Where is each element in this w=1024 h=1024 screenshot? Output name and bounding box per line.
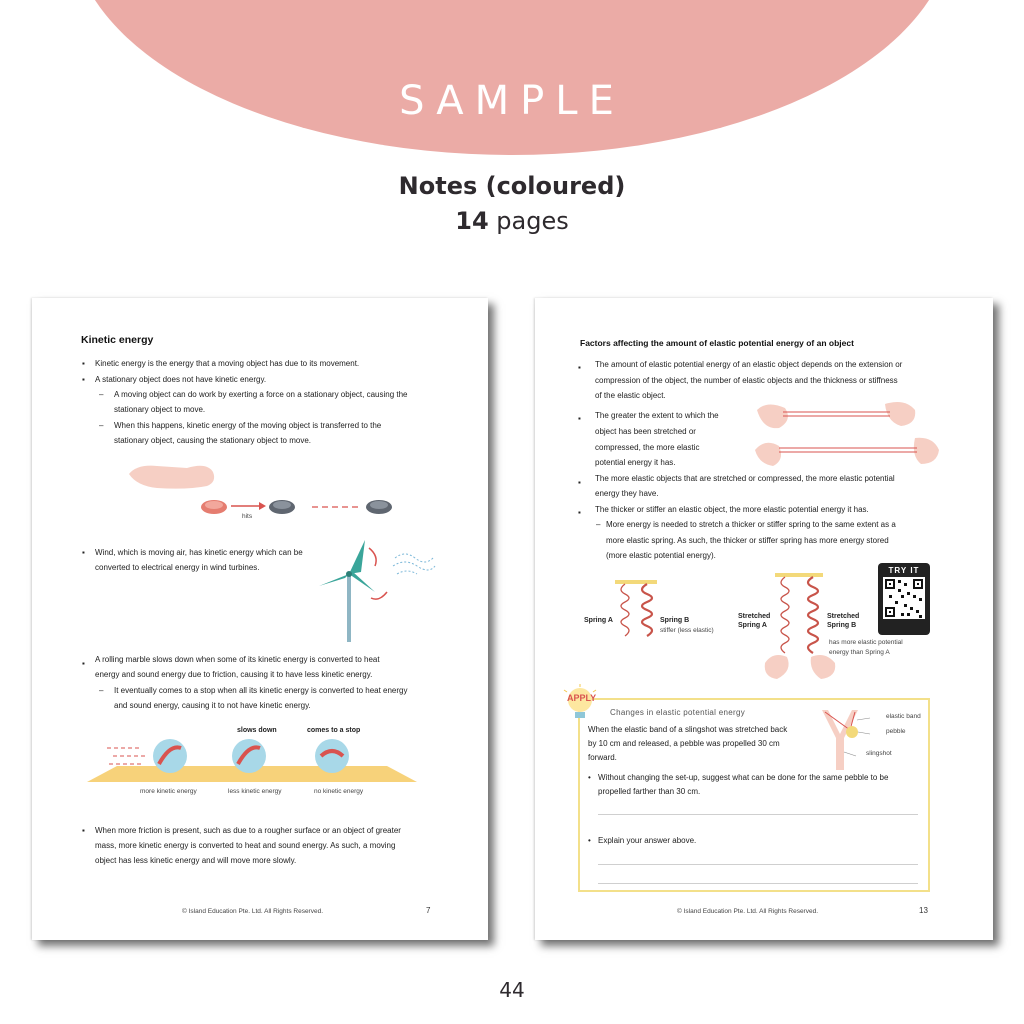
stiffness-sub-line: more elastic spring. As such, the thicker or stiffer spring has more energy stored <box>606 536 889 545</box>
marble-sub-line: and sound energy, causing it to not have kinetic energy. <box>114 701 311 710</box>
factor-text-line: of the elastic object. <box>595 391 666 400</box>
more-ke-label: more kinetic energy <box>140 788 197 795</box>
sub-bullet-text: stationary object to move. <box>114 405 206 414</box>
marble-sub-line: It eventually comes to a stop when all its kinetic energy is converted to heat energy <box>114 686 408 695</box>
sample-page-left <box>32 298 488 940</box>
slingshot-label: slingshot <box>866 750 892 757</box>
stiffness-sub-line: More energy is needed to stretch a thicker or stiffer spring to the same extent as a <box>606 520 896 529</box>
factor-text-line: The amount of elastic potential energy of an elastic object depends on the extension or <box>595 360 903 369</box>
friction-text-line: When more friction is present, such as due to a rougher surface or an object of greater <box>95 826 401 835</box>
slows-down-label: slows down <box>237 727 277 734</box>
stiffness-sub-line: (more elastic potential energy). <box>606 551 716 560</box>
sub-bullet-text: A moving object can do work by exerting a force on a stationary object, causing the <box>114 390 408 399</box>
stretch-text-line: compressed, the more elastic <box>595 443 700 452</box>
wind-text-line: Wind, which is moving air, has kinetic energy which can be <box>95 548 303 557</box>
total-page-count: 44 <box>499 978 525 1002</box>
stretched-b-note-line: has more elastic potential <box>829 639 903 646</box>
bullet-dot: ▪ <box>82 826 85 835</box>
hand-flick-illustration <box>127 458 417 528</box>
friction-text-line: mass, more kinetic energy is converted to heat and sound energy. As such, a moving <box>95 841 396 850</box>
question-2: Explain your answer above. <box>598 836 697 845</box>
stretched-b-line: Stretched <box>827 613 860 620</box>
page-title: Factors affecting the amount of elastic potential energy of an object <box>580 338 854 348</box>
wind-turbine-illustration <box>317 536 437 646</box>
spring-b-label: Spring B <box>660 617 690 624</box>
stretched-b-note-line: energy than Spring A <box>829 649 890 656</box>
stiffness-text: The thicker or stiffer an elastic object, the more elastic potential energy it has. <box>595 505 869 514</box>
page-count-unit: pages <box>496 207 569 235</box>
question-1-line: Without changing the set-up, suggest what can be done for the same pebble to be <box>598 773 889 782</box>
spring-a-label: Spring A <box>584 617 613 624</box>
stretched-b-line: Spring B <box>827 622 857 629</box>
factor-text-line: compression of the object, the number of elastic objects and the thickness or stiffness <box>595 376 898 385</box>
sub-bullet-text: stationary object, causing the stationary object to move. <box>114 436 311 445</box>
dash: – <box>99 686 104 695</box>
bullet-dot: • <box>588 773 591 782</box>
sample-page-right <box>535 298 993 940</box>
page-number: 13 <box>919 906 928 915</box>
wind-text-line: converted to electrical energy in wind turbines. <box>95 563 260 572</box>
bullet-dot: ▪ <box>578 414 581 423</box>
springs-illustration <box>615 580 657 642</box>
rolling-marble-illustration <box>87 738 427 786</box>
bullet-text: Kinetic energy is the energy that a moving object has due to its movement. <box>95 359 360 368</box>
page-footer: © Island Education Pte. Ltd. All Rights Reserved. <box>677 908 819 915</box>
apply-text-line: When the elastic band of a slingshot was stretched back <box>588 725 788 734</box>
stretched-a-line: Spring A <box>738 622 767 629</box>
bullet-text: A stationary object does not have kinetic energy. <box>95 375 267 384</box>
bullet-dot: ▪ <box>82 548 85 557</box>
apply-badge: APPLY <box>567 693 597 703</box>
apply-title: Changes in elastic potential energy <box>610 708 746 717</box>
marble-text-line: A rolling marble slows down when some of its kinetic energy is converted to heat <box>95 655 380 664</box>
question-1-line: propelled farther than 30 cm. <box>598 787 701 796</box>
bullet-dot: • <box>588 836 591 845</box>
stretch-text-line: potential energy it has. <box>595 458 676 467</box>
answer-line-3[interactable] <box>598 883 918 884</box>
friction-text-line: object has less kinetic energy and will move more slowly. <box>95 856 297 865</box>
less-ke-label: less kinetic energy <box>228 788 282 795</box>
bullet-dot: ▪ <box>578 363 581 372</box>
answer-line-1[interactable] <box>598 814 918 815</box>
sub-bullet-text: When this happens, kinetic energy of the moving object is transferred to the <box>114 421 382 430</box>
stretch-text-line: The greater the extent to which the <box>595 411 719 420</box>
slingshot-illustration <box>812 708 872 770</box>
try-it-label: TRY IT <box>888 566 920 575</box>
spring-b-note: stiffer (less elastic) <box>660 627 714 634</box>
bullet-dot: ▪ <box>82 375 85 384</box>
bullet-dot: ▪ <box>82 659 85 668</box>
dash: – <box>99 421 104 430</box>
page-footer: © Island Education Pte. Ltd. All Rights Reserved. <box>182 908 324 915</box>
pebble-label: pebble <box>886 728 906 735</box>
no-ke-label: no kinetic energy <box>314 788 364 795</box>
bullet-dot: ▪ <box>578 508 581 517</box>
apply-text-line: forward. <box>588 753 617 762</box>
try-it-qr[interactable] <box>878 563 930 635</box>
hits-label: hits <box>242 513 253 520</box>
answer-line-2[interactable] <box>598 864 918 865</box>
page-number: 7 <box>426 906 431 915</box>
page-title: Kinetic energy <box>81 334 154 346</box>
count-text-line: energy they have. <box>595 489 659 498</box>
sample-label: SAMPLE <box>399 78 625 124</box>
comes-to-stop-label: comes to a stop <box>307 727 361 734</box>
marble-text-line: energy and sound energy due to friction, causing it to have less kinetic energy. <box>95 670 373 679</box>
bullet-dot: ▪ <box>578 478 581 487</box>
count-text-line: The more elastic objects that are stretched or compressed, the more elastic potential <box>595 474 895 483</box>
qr-code-icon <box>883 577 925 619</box>
dash: – <box>99 390 104 399</box>
elastic-band-label: elastic band <box>886 713 921 720</box>
stretched-springs-illustration <box>763 573 841 683</box>
page-count-number: 14 <box>455 207 489 235</box>
apply-question-box <box>578 698 930 892</box>
page-count <box>0 207 1024 235</box>
stretched-band-illustration <box>755 398 940 473</box>
apply-text-line: by 10 cm and released, a pebble was propelled 30 cm <box>588 739 780 748</box>
stretch-text-line: object has been stretched or <box>595 427 696 436</box>
dash: – <box>596 520 601 529</box>
bullet-dot: ▪ <box>82 359 85 368</box>
stretched-a-line: Stretched <box>738 613 771 620</box>
notes-subtitle: Notes (coloured) <box>398 172 626 200</box>
